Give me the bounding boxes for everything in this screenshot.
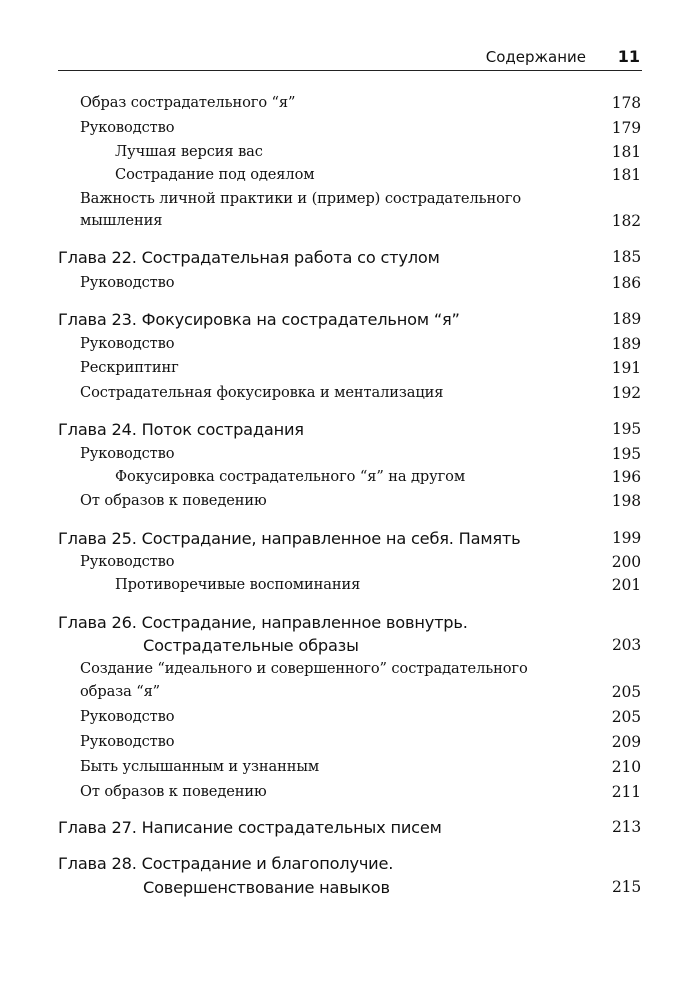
page-number: 11 (617, 47, 640, 66)
toc-entry-page: 186 (611, 274, 641, 292)
toc-entry-page: 178 (611, 94, 641, 112)
toc-chapter-title: Глава 23. Фокусировка на сострадательном “я” (58, 310, 460, 329)
toc-entry-page: 211 (611, 783, 641, 801)
toc-entry-title: Противоречивые воспоминания (115, 576, 361, 593)
toc-entry-title: Руководство (80, 708, 175, 725)
toc-entry-page: 189 (612, 310, 641, 328)
toc-entry-title: Руководство (80, 445, 175, 462)
toc-entry-page: 209 (611, 733, 641, 751)
toc-entry-page: 182 (611, 212, 641, 230)
toc-entry-title: Сострадательная фокусировка и ментализация (80, 384, 444, 401)
toc-entry-page: 215 (612, 878, 641, 896)
toc-entry-page: 200 (611, 553, 641, 571)
toc-entry-page: 213 (612, 818, 641, 836)
toc-entry-page: 205 (611, 708, 641, 726)
toc-entry-title: Образ сострадательного “я” (80, 94, 296, 111)
toc-entry-title: Фокусировка сострадательного “я” на другом (115, 468, 466, 485)
toc-entry-title: От образов к поведению (80, 783, 267, 800)
toc-entry-page: 196 (611, 468, 641, 486)
toc-chapter-title: Совершенствование навыков (143, 878, 390, 897)
toc-entry-page: 198 (611, 492, 641, 510)
toc-entry-title: Рескриптинг (80, 359, 179, 376)
toc-entry-title: Руководство (80, 733, 175, 750)
toc-chapter-title: Глава 25. Сострадание, направленное на себя. Память (58, 529, 521, 548)
toc-entry-page: 179 (611, 119, 641, 137)
toc-entry-page: 192 (611, 384, 641, 402)
toc-entry-page: 201 (611, 576, 641, 594)
toc-entry-page: 205 (611, 683, 641, 701)
toc-chapter-title: Глава 22. Сострадательная работа со стулом (58, 248, 440, 267)
toc-entry-title: мышления (80, 212, 163, 229)
toc-entry-page: 189 (611, 335, 641, 353)
toc-chapter-title: Глава 28. Сострадание и благополучие. (58, 854, 394, 873)
toc-entry-title: Руководство (80, 335, 175, 352)
toc-entry-title: Важность личной практики и (пример) сострадательного (80, 190, 522, 207)
toc-entry-page: 199 (612, 529, 641, 547)
toc-entry-page: 181 (611, 166, 641, 184)
toc-entry-title: Сострадание под одеялом (115, 166, 315, 183)
toc-entry-title: образа “я” (80, 683, 161, 700)
toc-entry-page: 181 (611, 143, 641, 161)
toc-entry-page: 185 (612, 248, 641, 266)
toc-entry-title: Руководство (80, 553, 175, 570)
toc-entry-title: Руководство (80, 119, 175, 136)
toc-entry-title: Быть услышанным и узнанным (80, 758, 320, 775)
toc-entry-title: Руководство (80, 274, 175, 291)
toc-chapter-title: Глава 24. Поток сострадания (58, 420, 304, 439)
toc-entry-page: 203 (612, 636, 641, 654)
running-header-title: Содержание (485, 48, 586, 66)
toc-chapter-title: Глава 26. Сострадание, направленное вовнутрь. (58, 613, 468, 632)
toc-entry-title: От образов к поведению (80, 492, 267, 509)
toc-chapter-title: Сострадательные образы (143, 636, 359, 655)
running-header (58, 46, 642, 71)
toc-entry-page: 195 (612, 420, 641, 438)
toc-entry-page: 210 (611, 758, 641, 776)
toc-entry-title: Лучшая версия вас (115, 143, 263, 160)
toc-entry-page: 191 (611, 359, 641, 377)
toc-entry-page: 195 (611, 445, 641, 463)
toc-entry-title: Создание “идеального и совершенного” сострадательного (80, 660, 528, 677)
toc-chapter-title: Глава 27. Написание сострадательных писем (58, 818, 442, 837)
